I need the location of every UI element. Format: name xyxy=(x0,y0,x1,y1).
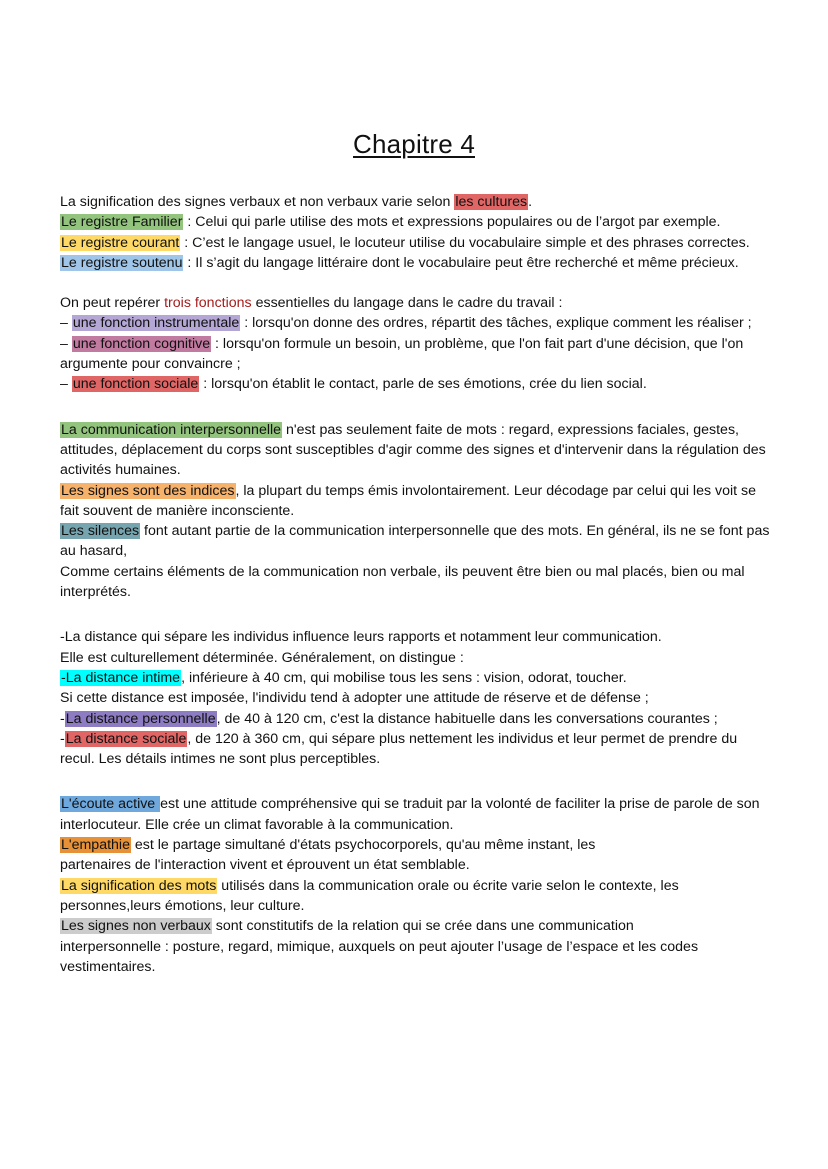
spacer xyxy=(60,273,774,293)
paragraph-empathie-suite: partenaires de l'interaction vivent et éprouvent un état semblable. xyxy=(60,857,470,874)
list-item-fonction-sociale: – une fonction sociale : lorsqu'on établit le contact, parle de ses émotions, crée du lien social. xyxy=(60,376,647,393)
paragraph-signes-indices: Les signes sont des indices, la plupart du temps émis involontairement. Leur décodage par celui qui les voit se fait souvent de manière inconsciente. xyxy=(60,482,757,519)
paragraph-distance-intime: -La distance intime, inférieure à 40 cm, qui mobilise tous les sens : vision, odorat, toucher. xyxy=(61,669,627,686)
paragraph-distance-sociale: -La distance sociale, de 120 à 360 cm, qui sépare plus nettement les individus et leur permet de prendre du recul. Les détails intimes ne sont plus perceptibles. xyxy=(60,730,738,768)
paragraph-communication-interpersonnelle: La communication interpersonnelle n'est pas seulement faite de mots : regard, expressions faciales, gestes, attitudes, déplacement du corps sont susceptibles d'agir comme des signes et d'intervenir dans la régulation des activités humaines. xyxy=(60,421,766,479)
spacer xyxy=(60,769,774,794)
spacer xyxy=(60,395,774,420)
paragraph-culturellement: Elle est culturellement déterminée. Généralement, on distingue : xyxy=(60,649,464,666)
paragraph-trois-fonctions: On peut repérer trois fonctions essentielles du langage dans le cadre du travail : xyxy=(60,295,563,312)
paragraph-ecoute-active: L'écoute active est une attitude compréhensive qui se traduit par la volonté de faciliter la prise de parole de son interlocuteur. Elle crée un climat favorable à la communication. xyxy=(60,796,760,833)
paragraph-signes-non-verbaux: Les signes non verbaux sont constitutifs de la relation qui se crée dans une communication xyxy=(61,918,634,935)
paragraph-registre-courant: Le registre courant : C’est le langage usuel, le locuteur utilise du vocabulaire simple et des phrases correctes. xyxy=(61,234,750,251)
highlight-fonction-sociale: une fonction sociale xyxy=(72,376,199,393)
page-title xyxy=(0,128,828,160)
paragraph-empathie: L'empathie est le partage simultané d'états psychocorporels, qu'au même instant, les xyxy=(61,837,596,854)
paragraph-distance-intro: -La distance qui sépare les individus influence leurs rapports et notamment leur communication. xyxy=(60,629,662,646)
list-item-fonction-cognitive: – une fonction cognitive : lorsqu'on formule un besoin, un problème, que l'on fait part d'une décision, que l'on argumente pour convaincre ; xyxy=(60,335,744,373)
list-item-fonction-instrumentale: – une fonction instrumentale : lorsqu'on donne des ordres, répartit des tâches, explique comment les réaliser ; xyxy=(60,315,752,332)
highlight-registre-soutenu: Le registre soutenu xyxy=(61,254,183,271)
text-trois-fonctions: trois fonctions xyxy=(164,295,252,312)
highlight-empathie: L'empathie xyxy=(61,837,130,854)
highlight-signification-mots: La signification des mots xyxy=(61,877,217,894)
highlight-registre-courant: Le registre courant xyxy=(61,234,180,251)
document-body xyxy=(60,192,774,977)
paragraph-signes-non-verbaux-suite: interpersonnelle : posture, regard, mimique, auxquels on peut ajouter l’usage de l’espace et les codes vestimentaires. xyxy=(60,938,699,975)
highlight-signes-non-verbaux: Les signes non verbaux xyxy=(61,918,211,935)
highlight-cultures: les cultures xyxy=(455,194,528,210)
title-text: Chapitre 4 xyxy=(353,129,475,159)
highlight-fonction-cognitive: une fonction cognitive xyxy=(72,335,211,352)
highlight-distance-sociale: La distance sociale xyxy=(65,730,187,747)
highlight-distance-personnelle: La distance personnelle xyxy=(65,710,216,727)
paragraph-registre-familier: Le registre Familier : Celui qui parle utilise des mots et expressions populaires ou de l’argot par exemple. xyxy=(61,214,721,231)
paragraph-distance-imposee: Si cette distance est imposée, l'individu tend à adopter une attitude de réserve et de défense ; xyxy=(60,690,649,707)
paragraph-non-verbale: Comme certains éléments de la communication non verbale, ils peuvent être bien ou mal placés, bien ou mal interprétés. xyxy=(60,563,745,601)
highlight-communication-interpersonnelle: La communication interpersonnelle xyxy=(61,421,282,438)
highlight-distance-intime: -La distance intime xyxy=(61,669,181,686)
paragraph-registre-soutenu: Le registre soutenu : Il s’agit du langage littéraire dont le vocabulaire peut être recherché et même précieux. xyxy=(61,254,739,271)
highlight-ecoute-active: L'écoute active xyxy=(61,796,160,813)
highlight-signes-indices: Les signes sont des indices xyxy=(61,482,235,499)
paragraph-cultures: La signification des signes verbaux et non verbaux varie selon les cultures. xyxy=(60,194,533,210)
paragraph-signification-mots: La signification des mots utilisés dans la communication orale ou écrite varie selon le contexte, les personnes,leurs émotions, leur culture. xyxy=(60,877,679,914)
highlight-fonction-instrumentale: une fonction instrumentale xyxy=(72,315,240,332)
paragraph-silences: Les silences font autant partie de la communication interpersonnelle que des mots. En général, ils ne se font pas au hasard, xyxy=(60,523,770,560)
spacer xyxy=(60,602,774,627)
highlight-silences: Les silences xyxy=(61,523,140,540)
paragraph-distance-personnelle: -La distance personnelle, de 40 à 120 cm, c'est la distance habituelle dans les conversations courantes ; xyxy=(60,710,718,727)
highlight-registre-familier: Le registre Familier xyxy=(61,214,183,231)
